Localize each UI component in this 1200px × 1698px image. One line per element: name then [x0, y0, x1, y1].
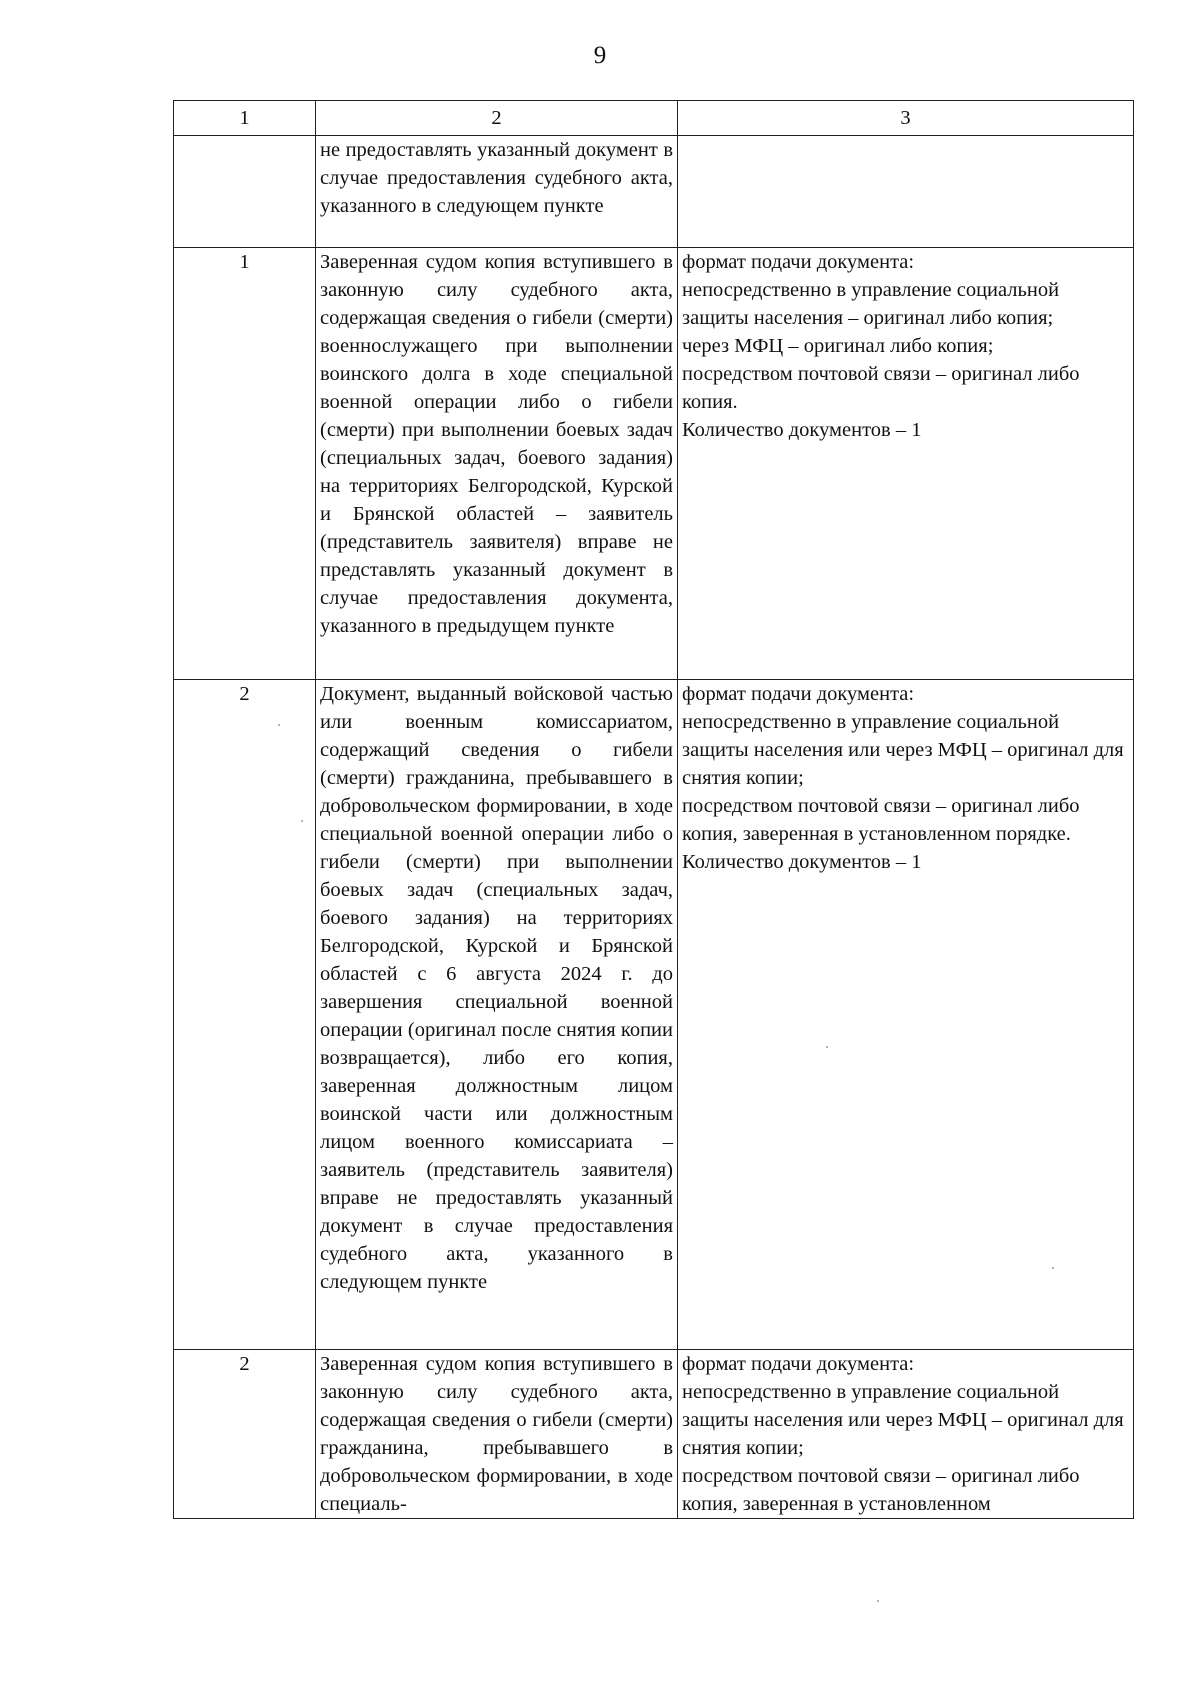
format-line: формат подачи документа: — [682, 251, 915, 273]
format-line: непосредственно в управление социальной защиты населения или через МФЦ – оригинал для снятия копии; — [682, 711, 1124, 789]
format-line: через МФЦ – оригинал либо копия; — [682, 335, 994, 357]
scan-speck — [826, 1046, 828, 1048]
document-description — [316, 248, 678, 680]
submission-format — [678, 136, 1134, 248]
page-number: 9 — [593, 42, 607, 69]
scan-speck — [301, 820, 303, 822]
document-description — [316, 680, 678, 1350]
submission-format — [678, 680, 1134, 1350]
description-text: Документ, выданный войсковой частью или военным комиссариатом, содержащий сведения о гибели (смерти) гражданина, пребывавшего в добровольческом формировании, в ходе специальной военной операции либо о гибели (смерти) при выполнении боевых задач (специальных задач, боевого задания) на территориях Белгородской, Курской и Брянской областей с 6 августа 2024 г. до завершения специальной военной операции (оригинал после снятия копии возвращается), либо его копия, заверенная должностным лицом воинской части или должностным лицом военного комиссариата – заявитель (представитель заявителя) вправе не предоставлять указанный документ в случае предоставления судебного акта, указанного в следующем пункте — [320, 683, 673, 1293]
row-number: 1 — [174, 248, 316, 680]
row-number: 2 — [174, 680, 316, 1350]
submission-format — [678, 248, 1134, 680]
document-description — [316, 1350, 678, 1519]
table-header-row — [174, 101, 1134, 136]
format-line: Количество документов – 1 — [682, 851, 922, 873]
document-description — [316, 136, 678, 248]
table-row — [174, 136, 1134, 248]
format-line: формат подачи документа: — [682, 1353, 915, 1375]
format-line: формат подачи документа: — [682, 683, 915, 705]
table-row — [174, 680, 1134, 1350]
table-row — [174, 248, 1134, 680]
scan-speck — [278, 724, 280, 726]
format-line: непосредственно в управление социальной защиты населения или через МФЦ – оригинал для снятия копии; — [682, 1381, 1124, 1459]
row-number — [174, 136, 316, 248]
description-text: не предоставлять указанный документ в случае предоставления судебного акта, указанного в следующем пункте — [320, 139, 673, 217]
header-cell-1: 1 — [174, 101, 316, 136]
submission-format — [678, 1350, 1134, 1519]
document-table — [173, 100, 1134, 1519]
description-text: Заверенная судом копия вступившего в законную силу судебного акта, содержащая сведения о гибели (смерти) гражданина, пребывавшего в добровольческом формировании, в ходе специаль- — [320, 1353, 673, 1515]
format-line: посредством почтовой связи – оригинал либо копия. — [682, 363, 1080, 413]
format-line: непосредственно в управление социальной защиты населения – оригинал либо копия; — [682, 279, 1060, 329]
scan-speck — [877, 1600, 879, 1602]
row-number: 2 — [174, 1350, 316, 1519]
scan-speck — [1052, 1267, 1054, 1269]
format-line: посредством почтовой связи – оригинал либо копия, заверенная в установленном порядке. — [682, 795, 1080, 845]
description-text: Заверенная судом копия вступившего в законную силу судебного акта, содержащая сведения о гибели (смерти) военнослужащего при выполнении воинского долга в ходе специальной военной операции либо о гибели (смерти) при выполнении боевых задач (специальных задач, боевого задания) на территориях Белгородской, Курской и Брянской областей – заявитель (представитель заявителя) вправе не представлять указанный документ в случае предоставления документа, указанного в предыдущем пункте — [320, 251, 673, 637]
table-row — [174, 1350, 1134, 1519]
header-cell-2: 2 — [316, 101, 678, 136]
format-line: Количество документов – 1 — [682, 419, 922, 441]
format-line: посредством почтовой связи – оригинал либо копия, заверенная в установленном — [682, 1465, 1080, 1515]
header-cell-3: 3 — [678, 101, 1134, 136]
